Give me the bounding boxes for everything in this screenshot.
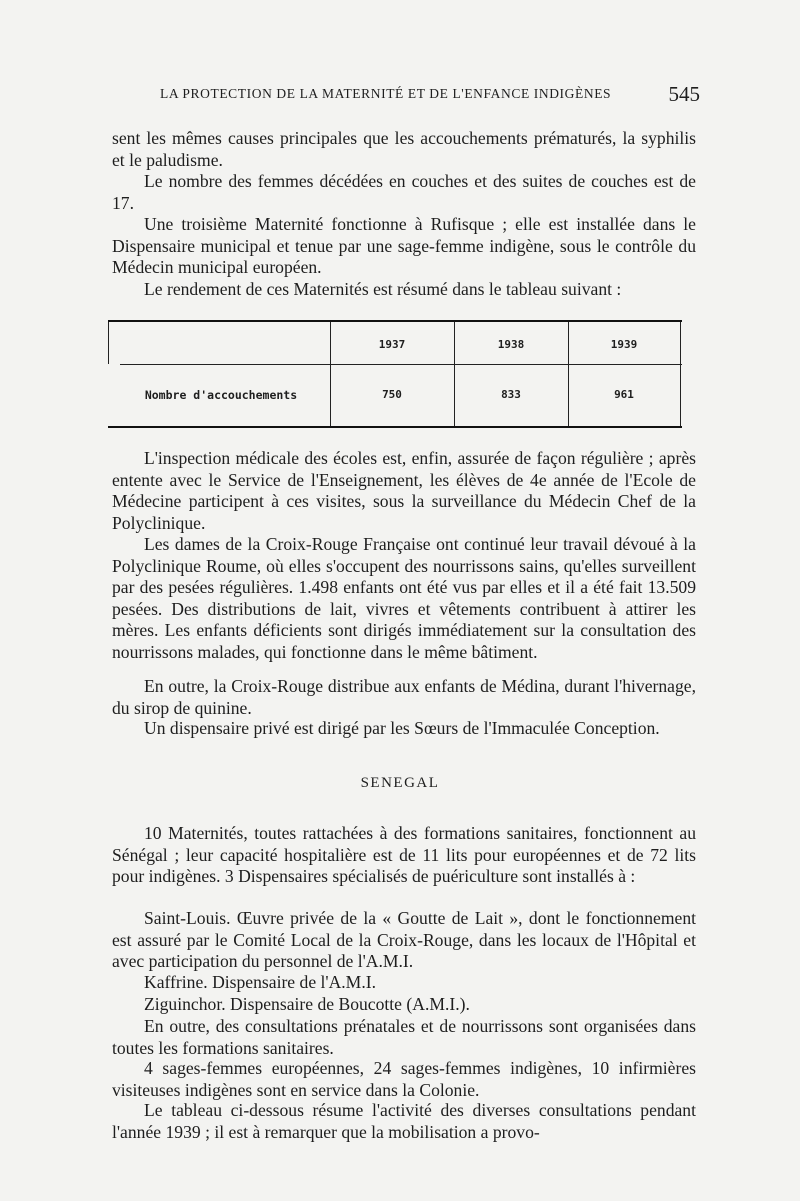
births-table [108, 320, 682, 428]
section-title: SENEGAL [360, 775, 440, 791]
paragraph-croix-rouge: Les dames de la Croix-Rouge Française ont continué leur travail dévoué à la Polyclinique Roume, où elles s'occupent des nourrissons sains, qu'elles surveillent par des pesées régulières. 1.498 enfants ont été vus par elles et il a été fait 13.509 pesées. Des distributions de lait, vivres et vêtements contribuent à attirer les mères. Les enfants déficients sont dirigés immédiatement sur la consultation des nourrissons malades, qui fonctionne dans le même bâtiment. [112, 534, 696, 662]
paragraph-medina: En outre, la Croix-Rouge distribue aux enfants de Médina, durant l'hivernage, du sirop de quinine. [112, 676, 696, 718]
running-title: LA PROTECTION DE LA MATERNITÉ ET DE L'ENFANCE INDIGÈNES [160, 86, 612, 101]
table-row-label: Nombre d'accouchements [144, 388, 298, 402]
table-left-stub [108, 322, 109, 364]
running-header [160, 82, 700, 106]
paragraph-ziguinchor: Ziguinchor. Dispensaire de Boucotte (A.M.I.). [144, 994, 470, 1014]
paragraph-rendement: Le rendement de ces Maternités est résumé dans le tableau suivant : [144, 279, 622, 299]
table-value: 833 [501, 388, 521, 401]
paragraph-dispensaire-prive: Un dispensaire privé est dirigé par les Sœurs de l'Immaculée Conception. [144, 718, 660, 738]
paragraph-personnel: 4 sages-femmes européennes, 24 sages-femmes indigènes, 10 infirmières visiteuses indigènes sont en service dans la Colonie. [112, 1058, 696, 1100]
paragraph-consultations: En outre, des consultations prénatales et de nourrissons sont organisées dans toutes les formations sanitaires. [112, 1016, 696, 1058]
paragraph-causes: sent les mêmes causes principales que les accouchements prématurés, la syphilis et le paludisme. [112, 128, 696, 170]
paragraph-inspection: L'inspection médicale des écoles est, enfin, assurée de façon régulière ; après entente avec le Service de l'Enseignement, les élèves de 4e année de l'Ecole de Médecine participent à ces visites, sous la surveillance du Médecin Chef de la Polyclinique. [112, 448, 696, 533]
table-header-rule [120, 364, 682, 365]
table-value: 961 [614, 388, 634, 401]
table-year: 1938 [497, 338, 525, 351]
table-value: 750 [382, 388, 402, 401]
paragraph-saint-louis: Saint-Louis. Œuvre privée de la « Goutte de Lait », dont le fonctionnement est assuré par le Comité Local de la Croix-Rouge, dans les locaux de l'Hôpital et avec participation du personnel de l'A.M.I. [112, 908, 696, 972]
table-year: 1939 [610, 338, 638, 351]
paragraph-rufisque: Une troisième Maternité fonctionne à Rufisque ; elle est installée dans le Dispensaire municipal et tenue par une sage-femme indigène, sous le contrôle du Médecin municipal européen. [112, 214, 696, 278]
paragraph-maternites: 10 Maternités, toutes rattachées à des formations sanitaires, fonctionnent au Sénégal ; leur capacité hospitalière est de 11 lits pour européennes et de 72 lits pour indigènes. 3 Dispensaires spécialisés de puériculture sont installés à : [112, 823, 696, 887]
paragraph-tableau: Le tableau ci-dessous résume l'activité des diverses consultations pendant l'année 1939 ; il est à remarquer que la mobilisation a provo- [112, 1100, 696, 1142]
table-column-rule [680, 322, 681, 426]
page-number: 545 [668, 82, 700, 106]
paragraph-deaths: Le nombre des femmes décédées en couches et des suites de couches est de 17. [112, 171, 696, 213]
paragraph-kaffrine: Kaffrine. Dispensaire de l'A.M.I. [144, 972, 376, 992]
table-year: 1937 [378, 338, 406, 351]
